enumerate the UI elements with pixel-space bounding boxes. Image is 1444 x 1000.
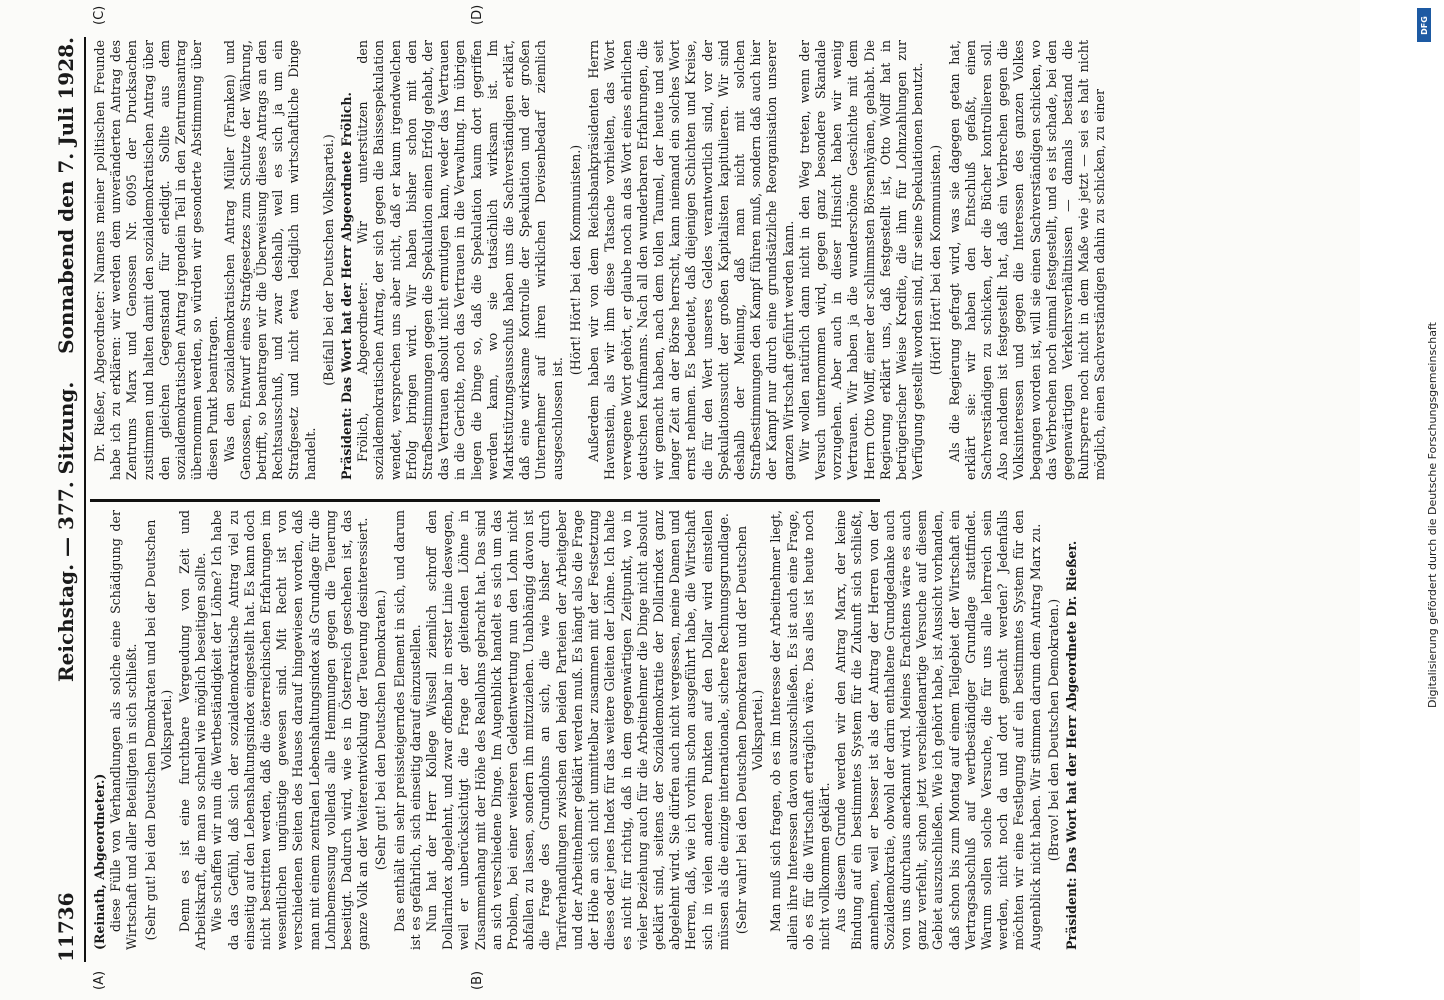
page-header: [54, 37, 82, 962]
paragraph: Als die Regierung gefragt wird, was sie dagegen getan hat, erklärt sie: wir haben den Entschluß gefaßt, einen Sachverständigen zu schicken, der die Bücher kontrollieren soll. Also nachdem ist festgestellt hat, daß ein Verbrechen gegen die Volksinteressen und gegen die Interessen des ganzen Volkes begangen worden ist, will sie einen Sachverständigen schicken, wo das Verbrechen noch einmal festgestellt, und es ist schade, bei den gegenwärtigen Verkehrsverhältnissen — damals bestand die Ruhrsperre noch nicht in dem Maße wie jetzt — sei es halt nicht möglich, einen Sachverständigen dahin zu schicken, zu einer: [946, 40, 1108, 480]
page-number: 11736: [54, 892, 78, 962]
speaker-line: Präsident: Das Wort hat der Herr Abgeordnete Frölich.: [339, 92, 355, 480]
dfg-logo: [1417, 8, 1431, 42]
paragraph: Außerdem haben wir von dem Reichsbankpräsidenten Herrn Havenstein, als wir ihm diese Tatsache vorhielten, das Wort verwegene Wort gehört, er glaube noch an das Wort eines ehrlichen deutschen Kaufmanns. Nach all den wunderbaren Erfahrungen, die wir gemacht haben, nach dem tollen Taumel, der heute und seit langer Zeit an der Börse herrscht, kann niemand ein solches Wort ernst nehmen. Es bedeutet, daß diejenigen Schichten und Kreise, die für den Wert unseres Geldes verantwortlich sind, vor der Spekulationssucht der großen Kapitalisten kapitulieren. Wir sind deshalb der Meinung, daß man nicht mit solchen Strafbestimmungen den Kampf führen muß, sondern daß auch hier der Kampf nur durch eine grundsätzliche Reorganisation unserer ganzen Wirtschaft geführt werden kann.: [586, 40, 796, 480]
speaker-line: Präsident: Das Wort hat der Herr Abgeordnete Dr. Rießer.: [1063, 540, 1079, 950]
left-column: [92, 510, 1079, 950]
margin-mark-a: (A): [92, 970, 107, 990]
interjection: (Hört! Hört! bei den Kommunisten.): [928, 144, 944, 376]
right-column: [92, 40, 1108, 480]
session-title: Reichstag. — 377. Sitzung.: [54, 381, 78, 682]
interjection: (Hört! Hört! bei den Kommunisten.): [567, 144, 583, 376]
paragraph: Was den sozialdemokratischen Antrag Müller (Franken) und Genossen, Entwurf eines Strafgesetzes zum Schutze der Währung, betrifft, so beantragen wir die Überweisung dieses Antrags an den Rechtsausschuß, und zwar deshalb, weil es sich ja um ein Strafgesetz und nicht etwa lediglich um wirtschaftliche Dinge handelt.: [221, 40, 318, 480]
interjection: (Bravo! bei den Deutschen Demokraten.): [1045, 598, 1061, 862]
credit-text: Digitalisierung gefördert durch die Deutsche Forschungsgemeinschaft: [1426, 322, 1439, 708]
paragraph: Aus diesem Grunde werden wir den Antrag Marx, der keine Bindung auf ein bestimmtes System für die Zukunft sich schließt, annehmen, weil er besser ist als der Antrag der Herren von der Sozialdemokratie, obwohl der darin enthaltene Grundgedanke auch von uns durchaus anerkannt wird. Meines Erachtens wäre es auch ganz verfehlt, schon jetzt verschiedenartige Versuche auf diesem Gebiet auszuschließen. Wie ich gehört habe, ist Aussicht vorhanden, daß schon bis zum Montag auf einem Teilgebiet der Wirtschaft ein Vertragsabschluß auf wertbeständiger Grundlage stattfindet. Warum sollen solche Versuche, die für uns alle lehrreich sein werden, nicht noch da und dort gemacht werden? Jedenfalls möchten wir eine Festlegung auf ein bestimmtes System für den Augenblick nicht haben. Wir stimmen darum dem Antrag Marx zu.: [833, 510, 1043, 950]
interjection: (Sehr gut! bei den Deutschen Demokraten und bei der Deutschen Volkspartei.): [142, 519, 174, 941]
interjection: (Beifall bei der Deutschen Volkspartei.): [320, 134, 336, 386]
paragraph: Dr. Rießer, Abgeordneter: Namens meiner politischen Freunde habe ich zu erklären: wir werden dem unveränderten Antrag des Zentrums Marx und Genossen Nr. 6095 der Drucksachen zustimmen und halten damit den sozialdemokratischen Antrag über den gleichen Gegenstand für erledigt. Sollte aus dem sozialdemokratischen Antrag irgendein Teil in den Zentrumsantrag übernommen werden, so würden wir gesonderte Abstimmung über diesen Punkt beantragen.: [92, 40, 221, 480]
dfg-logo-label: DFG: [1419, 15, 1429, 35]
paragraph: Wir wollen natürlich dann nicht in den Weg treten, wenn der Versuch unternommen wird, gegen ganz besondere Skandale vorzugehen. Aber auch in dieser Hinsicht haben wir wenig Vertrauen. Wir haben ja die wunderschöne Geschichte mit dem Herrn Otto Wolff, einer der schlimmsten Börsenhyänen, gehabt. Die Regierung erklärt uns, daß festgestellt ist, Otto Wolff hat in betrügerischer Weise Kredite, die ihm für Lohnzahlungen zur Verfügung gestellt worden sind, für seine Spekulationen benutzt.: [796, 40, 926, 480]
paragraph: diese Fülle von Verhandlungen als solche eine Schädigung der Wirtschaft und aller Beteiligten in sich schließt.: [108, 510, 140, 950]
column-divider: [90, 499, 880, 502]
paragraph: Das enthält ein sehr preissteigerndes Element in sich, und darum ist es gefährlich, sich einseitig darauf einzustellen.: [391, 510, 423, 950]
interjection: (Sehr gut! bei den Deutschen Demokraten.): [373, 589, 389, 871]
paragraph: Man muß sich fragen, ob es im Interesse der Arbeitnehmer liegt, allein ihre Interessen davon auszuschließen. Es ist auch eine Frage, ob es für die Wirtschaft erträglich wäre. Das alles ist heute noch nicht vollkommen geklärt.: [768, 510, 832, 950]
paragraph: Wie schaffen wir nun die Wertbeständigkeit der Löhne? Ich habe da das Gefühl, daß sich der sozialdemokratische Antrag viel zu einseitig auf den Lebenshaltungsindex eingestellt hat. Es kann doch nicht bestritten werden, daß die österreichischen Erfahrungen im wesentlichen ungünstige gewesen sind. Mit Recht ist von verschiedenen Seiten des Hauses darauf hingewiesen worden, daß man mit einem zentralen Lebenshaltungsindex als Grundlage für die Lohnbemessung vollends alle Hemmungen gegen die Teuerung beseitigt. Dadurch wird, wie es in Österreich geschehen ist, das ganze Volk an der Weiterentwicklung der Teuerung desinteressiert.: [209, 510, 371, 950]
digitization-credit: [1410, 8, 1439, 998]
header-rule: [84, 37, 86, 962]
margin-mark-d: (D): [470, 4, 485, 25]
paragraph: Denn es ist eine furchtbare Vergeudung von Zeit und Arbeitskraft, die man so schnell wie möglich beseitigen sollte.: [177, 510, 209, 950]
paragraph: Frölich, Abgeordneter: Wir unterstützen den sozialdemokratischen Antrag, der sich gegen die Baissespekulation wendet, versprechen uns aber nicht, daß er kaum irgendwelchen Erfolg bringen wird. Wir haben bisher schon mit den Strafbestimmungen gegen die Spekulation einen Erfolg gehabt, der das Vertrauen absolut nicht ermutigen kann, weder das Vertrauen in die Gerichte, noch das Vertrauen in die Verwaltung. Im übrigen liegen die Dinge so, daß die Spekulation kaum dort gegriffen werden kann, wo sie tatsächlich wirksam ist. Im Marktstützungsausschuß haben uns die Sachverständigen erklärt, daß eine wirksame Kontrolle der Spekulation und der großen Unternehmer auf ihren wirklichen Devisenbedarf ziemlich ausgeschlossen ist.: [355, 40, 565, 480]
interjection: (Sehr wahr! bei den Deutschen Demokraten und der Deutschen Volkspartei.): [733, 525, 766, 935]
session-date: Sonnabend den 7. Juli 1928.: [54, 37, 78, 354]
margin-mark-c: (C): [92, 5, 107, 25]
speaker-line: (Reinath, Abgeordneter.): [92, 773, 107, 950]
margin-mark-b: (B): [470, 970, 485, 990]
paragraph: Nun hat der Herr Kollege Wissell ziemlich schroff den Dollarindex abgelehnt, und zwar offenbar in erster Linie deswegen, weil er unberücksichtigt die Frage der gleitenden Löhne in Zusammenhang mit der Höhe des Reallohns gebracht hat. Das sind an sich verschiedene Dinge. Im Augenblick handelt es sich um das Problem, bei einer weiteren Geldentwertung nun den Lohn nicht abfallen zu lassen, sondern ihn mitzuziehen. Unabhängig davon ist die Frage des Grundlohns an sich, die wie bisher durch Tarifverhandlungen zwischen den beiden Parteien der Arbeitgeber und der Arbeitnehmer geklärt werden muß. Es hängt also die Frage der Höhe an sich nicht unmittelbar zusammen mit der Festsetzung dieses oder jenes Index für das weitere Gleiten der Löhne. Ich halte es nicht für richtig, daß in dem gegenwärtigen Zeitpunkt, wo in vieler Beziehung auch für die Arbeitnehmer die Dinge nicht absolut geklärt sind, seitens der Sozialdemokratie der Dollarindex ganz abgelehnt wird. Sie dürfen auch nicht vergessen, meine Damen und Herren, daß, wie ich vorhin schon ausgeführt habe, die Wirtschaft sich in vielen anderen Punkten auf den Dollar wird einstellen müssen als die einzige internationale, sichere Rechnungsgrundlage.: [424, 510, 731, 950]
